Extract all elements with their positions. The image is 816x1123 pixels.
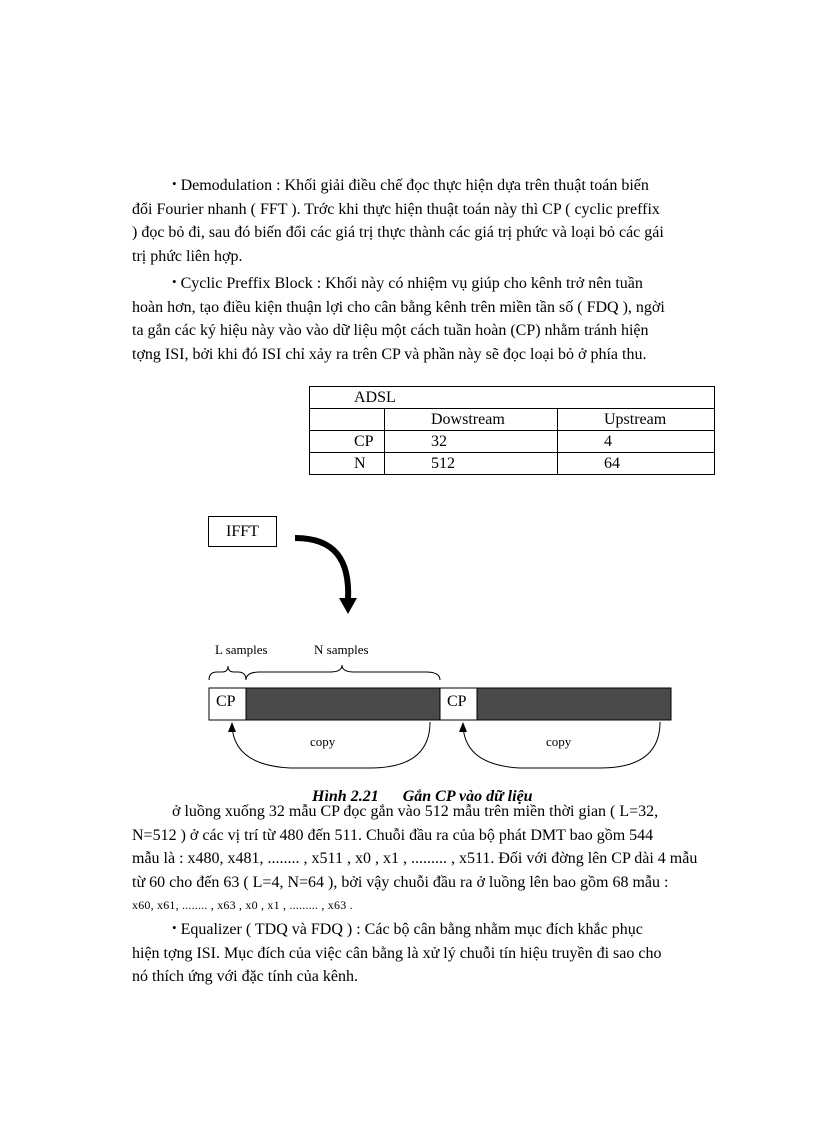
n-samples-brace (246, 665, 440, 680)
figure-caption: Hình 2.21 Gắn CP vào dữ liệu (312, 788, 533, 805)
table-row: CP 32 4 (310, 431, 715, 453)
l-samples-label: L samples (215, 642, 268, 657)
paragraph-demodulation: • Demodulation : Khối giải điều chế đọc thực hiện dựa trên thuật toán biến đổi Fourier nhanh ( FFT ). Trớc khi thực hiện thuật toán này thì CP ( cyclic preffix ) đọc bỏ đi, sau đó biến đổi các giá trị thực thành các giá trị phức và loại bỏ các gái trị phức liên hợp. (132, 176, 664, 265)
bullet-icon: • (172, 176, 177, 191)
table-header-row: Dowstream Upstream (310, 409, 715, 431)
ifft-box: IFFT (208, 516, 277, 547)
cp-label-2: CP (447, 693, 467, 710)
paragraph-equalizer: • Equalizer ( TDQ và FDQ ) : Các bộ cân bằng nhằm mục đích khắc phục hiện tợng ISI. Mục đích của việc cân bằng là xử lý chuỗi tín hiệu truyền đi sao cho nó thích ứng với đặc tính của kênh. (132, 920, 662, 985)
table-title: ADSL (310, 387, 715, 409)
paragraph-cyclic-prefix: • Cyclic Preffix Block : Khối này có nhiệm vụ giúp cho kênh trở nên tuần hoàn hơn, tạo điều kiện thuận lợi cho cân bằng kênh trên miền tần số ( FDQ ), ngời ta gắn các ký hiệu này vào vào dữ liệu một cách tuần hoàn (CP) nhằm tránh hiện tợng ISI, bởi khi đó ISI chỉ xảy ra trên CP và phần này sẽ đọc loại bỏ ở phía thu. (132, 274, 665, 363)
copy-label-2: copy (546, 734, 572, 749)
bullet-icon: • (172, 920, 177, 935)
data-block-1 (246, 688, 440, 720)
n-samples-label: N samples (314, 642, 369, 657)
cp-label-1: CP (216, 693, 236, 710)
copy-arrow-2-icon (459, 722, 467, 732)
curved-arrow (295, 538, 348, 600)
paragraph-downstream: ở luồng xuống 32 mẫu CP đọc gắn vào 512 mẫu trên miền thời gian ( L=32, N=512 ) ở các vị trí từ 480 đến 511. Chuỗi đầu ra của bộ phát DMT bao gồm 544 mẫu là : x480, x481, ........ , x511 , x0 , x1 , ......... , x511. Đối với đờng lên CP dài 4 mẫu từ 60 cho đến 63 ( L=4, N=64 ), bởi vậy chuỗi đầu ra ở luồng lên bao gồm 68 mẫu : x60, x61, ........ , x63 , x0 , x1 , ......... , x63 . (132, 803, 698, 912)
copy-arrow-1-icon (228, 722, 236, 732)
data-block-2 (477, 688, 671, 720)
l-samples-brace (209, 666, 246, 680)
copy-label-1: copy (310, 734, 336, 749)
arrow-head-icon (339, 598, 357, 614)
table-row: N 512 64 (310, 453, 715, 475)
bullet-icon: • (172, 274, 177, 289)
